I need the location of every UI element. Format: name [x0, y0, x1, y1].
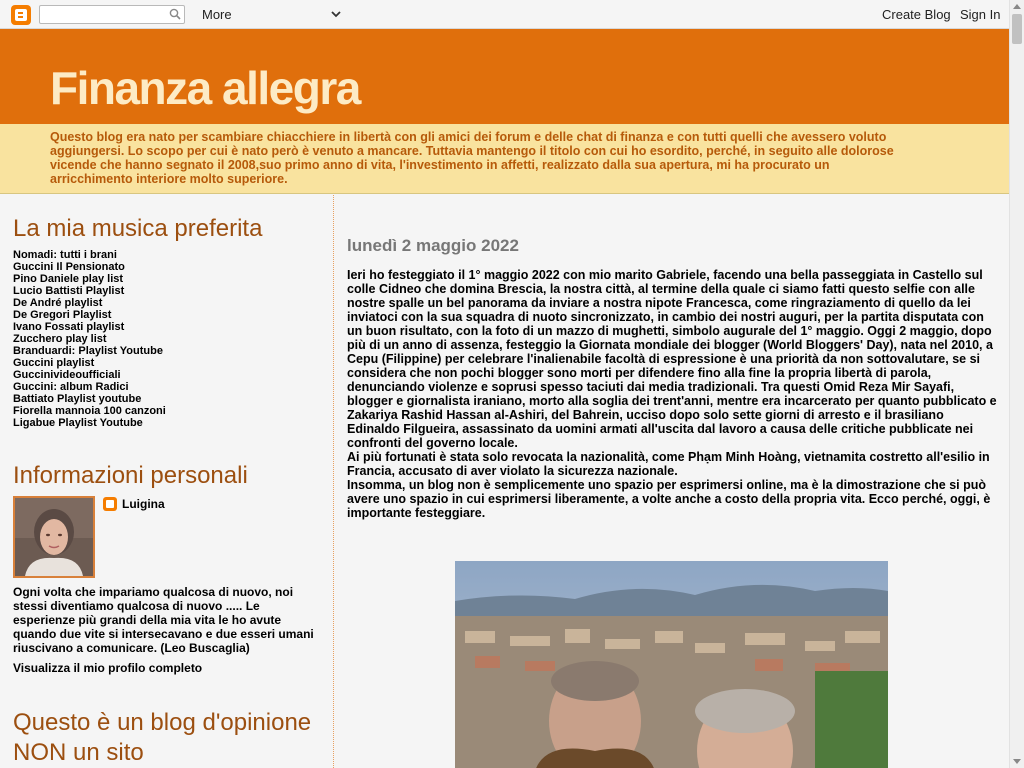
post-body [347, 268, 997, 520]
music-widget-title: La mia musica preferita [13, 215, 263, 242]
music-link[interactable]: Fiorella mannoia 100 canzoni [13, 405, 166, 417]
post-selfie-image[interactable] [455, 561, 888, 768]
music-link[interactable]: Guccini Il Pensionato [13, 261, 125, 273]
blogger-profile-icon [103, 497, 117, 511]
music-link[interactable]: Nomadi: tutti i brani [13, 249, 117, 261]
create-blog-link[interactable]: Create Blog [882, 7, 951, 22]
music-link[interactable]: Zucchero play list [13, 333, 107, 345]
music-link[interactable]: De André playlist [13, 297, 103, 309]
profile-about-text: Ogni volta che impariamo qualcosa di nuovo, noi stessi diventiamo qualcosa di nuovo ..... Le esperienze più grandi della mia vita le ho avute quando due vite si intersecavano e due esseri umani riuscivano a comunicare. (Leo Buscaglia) [13, 585, 314, 655]
search-icon[interactable] [169, 8, 181, 20]
post-paragraph: Insomma, un blog non è semplicemente uno spazio per esprimersi online, ma è la dimostrazione che si può avere uno spazio in cui esprimersi liberamente, a volte anche a costo della propria vita. Ecco perché, oggi, è importante festeggiare. [347, 478, 991, 520]
music-link[interactable]: Pino Daniele play list [13, 273, 124, 285]
blog-description: Questo blog era nato per scambiare chiacchiere in libertà con gli amici dei forum e delle chat di finanza e con tutti quelli che avessero voluto aggiungersi. Lo scopo per cui è nato però è venuto a mancare. Tuttavia mantengo il titolo con cui ho esordito, perché, in seguito alle dolorose vicende che hanno segnato il 2008,suo primo anno di vita, l'investimento in affetti, realizzato dalla sua apertura, mi ha procurato un arricchimento interiore molto superiore. [50, 130, 894, 186]
blog-header [0, 29, 1009, 124]
sign-in-link[interactable]: Sign In [960, 7, 1001, 22]
music-link-list [13, 249, 166, 429]
blogger-navbar [0, 0, 1024, 29]
music-link[interactable]: Guccinivideoufficiali [13, 369, 121, 381]
opinion-widget-title: Questo è un blog d'opinione NON un sito [13, 709, 312, 766]
profile-name-link[interactable]: Luigina [122, 497, 165, 511]
profile-photo[interactable] [13, 496, 95, 578]
music-link[interactable]: Guccini: album Radici [13, 381, 129, 393]
search-input[interactable] [39, 5, 185, 24]
search-field[interactable] [42, 7, 166, 23]
more-dropdown-label[interactable]: More [202, 7, 232, 22]
main-content [335, 195, 1009, 768]
blog-title[interactable]: Finanza allegra [50, 62, 360, 114]
blog-description-bar [0, 124, 1009, 194]
music-link[interactable]: Battiato Playlist youtube [13, 393, 142, 405]
page-scrollbar[interactable] [1009, 0, 1024, 768]
blogger-logo-icon[interactable] [11, 5, 31, 25]
music-link[interactable]: De Gregori Playlist [13, 309, 112, 321]
profile-widget-title: Informazioni personali [13, 462, 248, 489]
view-full-profile-link[interactable]: Visualizza il mio profilo completo [13, 661, 203, 675]
music-link[interactable]: Ligabue Playlist Youtube [13, 417, 143, 429]
profile-portrait-image [15, 498, 93, 576]
chevron-down-icon[interactable] [329, 7, 343, 21]
music-link[interactable]: Branduardi: Playlist Youtube [13, 345, 163, 357]
selfie-photo [455, 561, 888, 768]
music-link[interactable]: Lucio Battisti Playlist [13, 285, 125, 297]
scroll-up-arrow-icon[interactable] [1013, 4, 1021, 9]
music-link[interactable]: Guccini playlist [13, 357, 95, 369]
scrollbar-thumb[interactable] [1012, 14, 1022, 44]
scroll-down-arrow-icon[interactable] [1013, 759, 1021, 764]
post-date-header: lunedì 2 maggio 2022 [347, 236, 519, 255]
post-paragraph: Ieri ho festeggiato il 1° maggio 2022 con mio marito Gabriele, facendo una bella passeggiata in Castello sul colle Cidneo che domina Brescia, la nostra città, al termine della quale ci siamo fatti questo selfie con alle nostre spalle un bel panorama da inviare a nostra nipote Francesca, come ringraziamento di quello da lei inviatoci con la sua squadra di nuoto sincronizzato, in cambio dei nostri auguri, per la partita disputata con un buon risultato, con la foto di un mazzo di mughetti, simbolo augurale del 1° maggio. Oggi 2 maggio, dopo più di un anno di assenza, festeggio la Giornata mondiale dei blogger (World Bloggers' Day), nata nel 2010, a Cepu (Filippine) per celebrare l'inalienabile facoltà di espressione è una priorità da non sottovalutare, se si considera che non pochi blogger sono morti per difendere fino alla fine la propria libertà di parola, denunciando violenze e soprusi spesso taciuti dai media tradizionali. Tra questi Omid Reza Mir Sayafi, blogger e giornalista iraniano, morto alla soglia dei trent'anni, mentre era incarcerato per quanto pubblicato e Zakariya Rashid Hassan al-Ashiri, del Bahrein, ucciso dopo solo sette giorni di arresto e il brasiliano Edinaldo Filgueira, assassinato da uomini armati all'uscita dal lavoro a causa delle critiche pubblicate nei confronti del governo locale. [347, 268, 997, 450]
music-link[interactable]: Ivano Fossati playlist [13, 321, 125, 333]
sidebar [0, 195, 334, 768]
post-paragraph: Ai più fortunati è stata solo revocata la nazionalità, come Phạm Minh Hoàng, vietnamita costretto all'esilio in Francia, accusato di aver violato la sicurezza nazionale. [347, 450, 990, 478]
